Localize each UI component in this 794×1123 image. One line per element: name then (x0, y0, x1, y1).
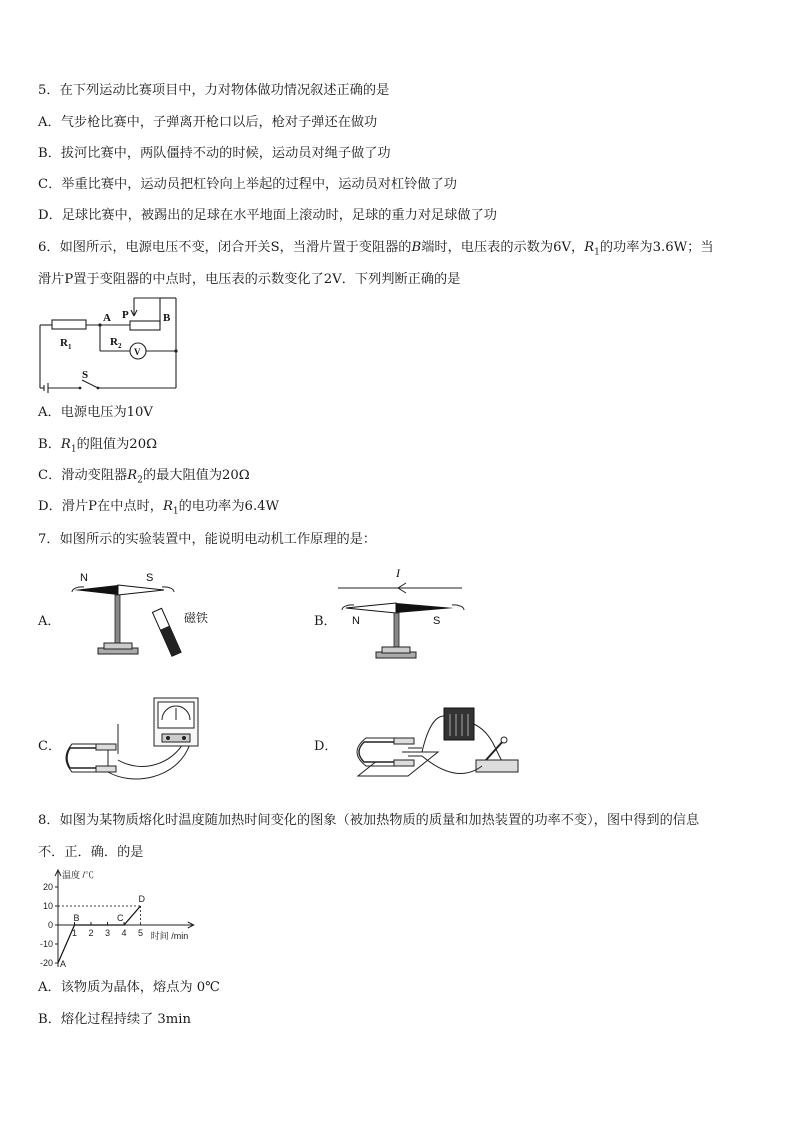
y-tick-label: 10 (42, 901, 53, 911)
q7-figure-d-motor (336, 704, 526, 786)
y-tick-label: 0 (47, 920, 53, 930)
svg-text:A: A (103, 312, 111, 324)
q8-option-a: A．该物质为晶体，熔点为 0℃ (38, 980, 220, 995)
q6-option-b: B．$R_1$的阻值为20Ω (38, 437, 158, 455)
y-tick-label: 20 (42, 882, 53, 892)
switch-s (82, 380, 98, 388)
q8-stem-line1: 8．如图为某物质熔化时温度随加热时间变化的图象（被加热物质的质量和加热装置的功率不变），图中得到的信息 (38, 813, 700, 828)
q7-option-c-label: C． (38, 739, 61, 754)
melting-curve (58, 906, 144, 963)
point-label-a: A (60, 959, 67, 969)
svg-text:磁铁: 磁铁 (184, 611, 209, 625)
q7-figure-b-oersted (334, 562, 469, 666)
q6-option-c: C．滑动变阻器$R_2$的最大阻值为20Ω (38, 468, 250, 486)
svg-text:N: N (352, 615, 360, 627)
svg-text:B: B (163, 312, 171, 324)
q7-option-b-label: B． (314, 614, 337, 629)
x-tick-label: 2 (88, 928, 94, 938)
q7-stem: 7．如图所示的实验装置中，能说明电动机工作原理的是： (38, 532, 377, 547)
q5-option-d: D．足球比赛中，被踢出的足球在水平地面上滚动时，足球的重力对足球做了功 (38, 208, 497, 223)
q8-option-b: B．熔化过程持续了 3min (38, 1012, 191, 1027)
q6-option-d: D．滑片P在中点时，$R_1$的电功率为6.4W (38, 499, 280, 517)
q8-stem-line2: 不．正．确．的是 (38, 845, 144, 860)
svg-text:R1: $R_1$ (60, 337, 72, 351)
y-axis-label: 温度 /℃ (62, 870, 95, 880)
q5-option-b: B．拔河比赛中，两队僵持不动的时候，运动员对绳子做了功 (38, 146, 391, 161)
x-tick-label: 3 (104, 928, 111, 938)
q7-figure-a-compass-magnet (64, 568, 224, 664)
x-tick-label: 5 (137, 928, 144, 938)
q6-option-a: A．电源电压为10V (38, 405, 153, 420)
x-tick-label: 1 (71, 928, 78, 938)
q5-option-a: A．气步枪比赛中，子弹离开枪口以后，枪对子弹还在做功 (38, 115, 378, 130)
q7-figure-c-galvanometer (62, 694, 202, 788)
q7-option-a-label: A． (38, 614, 61, 629)
svg-text:P: P (122, 309, 129, 321)
svg-text:N: N (80, 572, 88, 584)
q6-stem-line2: 滑片P置于变阻器的中点时，电压表的示数变化了2V．下列判断正确的是 (38, 272, 461, 287)
q7-option-d-label: D． (314, 739, 338, 754)
svg-text:R2: $R_2$ (110, 336, 122, 350)
q6-stem-line1: 6．如图所示，电源电压不变，闭合开关S，当滑片置于变阻器的B端时，电压表的示数为6V，$R_1$的功率为3.6W；当 (38, 240, 714, 258)
svg-text:I: I (396, 566, 400, 580)
q8-melting-curve-chart (26, 866, 206, 974)
point-label-b: B (73, 913, 80, 923)
svg-text:S: S (433, 615, 441, 627)
svg-text:S: S (146, 572, 154, 584)
q5-option-c: C．举重比赛中，运动员把杠铃向上举起的过程中，运动员对杠铃做了功 (38, 177, 457, 192)
svg-text:V: V (134, 347, 141, 357)
resistor-r1 (52, 320, 86, 329)
q5-stem: 5．在下列运动比赛项目中，力对物体做功情况叙述正确的是 (38, 83, 390, 98)
q6-circuit-diagram (34, 294, 184, 394)
point-label-c: C (117, 913, 124, 923)
y-tick-label: -10 (39, 939, 53, 949)
x-tick-label: 4 (121, 928, 127, 938)
y-tick-label: -20 (39, 958, 53, 968)
svg-text:S: S (82, 369, 89, 381)
x-axis-label: 时间 /min (150, 931, 189, 941)
point-label-d: D (138, 894, 145, 904)
rheostat-r2 (130, 321, 160, 330)
